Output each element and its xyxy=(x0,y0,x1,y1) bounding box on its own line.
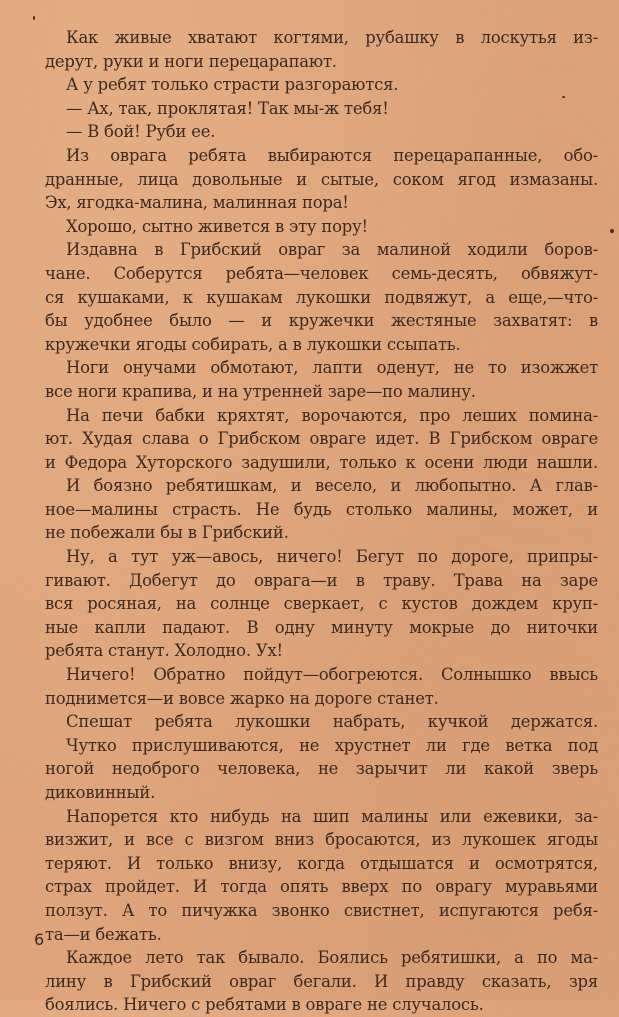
text-line: бы удобнее было — и кружечки жестяные захватят: в xyxy=(45,311,598,331)
text-line: Ну, а тут уж—авось, ничего! Бегут по дороге, припры- xyxy=(66,547,598,567)
text-line: А у ребят только страсти разгораются. xyxy=(66,75,399,95)
text-line: визжит, и все с визгом вниз бросаются, из лукошек ягоды xyxy=(45,830,598,850)
text-line: Напорется кто нибудь на шип малины или ежевики, за- xyxy=(66,806,598,826)
paper-speck xyxy=(33,16,35,20)
text-line: лину в Грибский овраг бегали. И правду сказать, зря xyxy=(45,971,598,991)
text-line: ся кушаками, к кушакам лукошки подвяжут, а еще,—что- xyxy=(45,287,598,307)
paper-speck xyxy=(610,229,614,233)
text-line: И боязно ребятишкам, и весело, и любопытно. А глав- xyxy=(66,476,598,496)
text-line: Хорошо, сытно живется в эту пору! xyxy=(66,216,368,236)
text-line: боялись. Ничего с ребятами в овраге не случалось. xyxy=(45,995,484,1015)
text-line: дранные, лица довольные и сытые, соком ягод измазаны. xyxy=(45,169,598,189)
text-line: диковинный. xyxy=(45,783,156,802)
page-number: 6 xyxy=(34,930,45,949)
text-line: гивают. Добегут до оврага—и в траву. Трава на заре xyxy=(45,570,598,590)
text-line: ное—малины страсть. Не будь столько малины, может, и xyxy=(45,499,598,519)
text-line: вся росяная, на солнце сверкает, с кустов дождем круп- xyxy=(45,594,598,614)
text-line: та—и бежать. xyxy=(45,924,162,944)
text-line: теряют. И только внизу, когда отдышатся и осмотрятся, xyxy=(45,853,598,873)
text-line: поднимется—и вовсе жарко на дороге станет. xyxy=(45,688,439,708)
text-line: ногой недоброго человека, не зарычит ли какой зверь xyxy=(45,759,598,779)
text-line: Издавна в Грибский овраг за малиной ходили боров- xyxy=(66,240,598,260)
text-line: На печи бабки кряхтят, ворочаются, про леших помина- xyxy=(66,405,598,425)
text-line: Каждое лето так бывало. Боялись ребятишки, а по ма- xyxy=(66,948,598,968)
text-line: все ноги крапива, и на утренней заре—по малину. xyxy=(45,381,476,401)
paper-speck xyxy=(562,96,565,98)
text-line: Эх, ягодка-малина, малинная пора! xyxy=(45,193,349,213)
text-line: не побежали бы в Грибский. xyxy=(45,523,289,543)
text-line: ползут. А то пичужка звонко свистнет, испугаются ребя- xyxy=(45,900,598,920)
text-line: кружечки ягоды собирать, а в лукошки ссыпать. xyxy=(45,334,461,354)
text-line: Чутко прислушиваются, не хрустнет ли где ветка под xyxy=(66,735,598,755)
text-line: ют. Худая слава о Грибском овраге идет. В Грибском овраге xyxy=(45,429,598,449)
text-line: дерут, руки и ноги перецарапают. xyxy=(45,51,337,71)
text-line: Как живые хватают когтями, рубашку в лоскутья из- xyxy=(66,28,598,47)
text-line: Из оврага ребята выбираются перецарапанные, обо- xyxy=(66,145,598,165)
text-line: Ничего! Обратно пойдут—обогреются. Солнышко ввысь xyxy=(66,665,598,685)
text-line: и Федора Хуторского задушили, только к осени люди нашли. xyxy=(45,452,598,472)
text-line: ные капли падают. В одну минуту мокрые до ниточки xyxy=(45,617,598,637)
text-line: Спешат ребята лукошки набрать, кучкой держатся. xyxy=(66,712,598,732)
text-line: ребята станут. Холодно. Ух! xyxy=(45,641,283,661)
page-text xyxy=(45,26,598,1017)
text-line: страх пройдет. И тогда опять вверх по оврагу муравьями xyxy=(45,877,598,897)
text-line: — Ах, так, проклятая! Так мы-ж тебя! xyxy=(66,98,389,118)
text-line: Ноги онучами обмотают, лапти оденут, не то изожжет xyxy=(66,358,598,378)
text-line: чане. Соберутся ребята—человек семь-десять, обвяжут- xyxy=(45,263,598,283)
text-line: — В бой! Руби ее. xyxy=(66,122,216,142)
